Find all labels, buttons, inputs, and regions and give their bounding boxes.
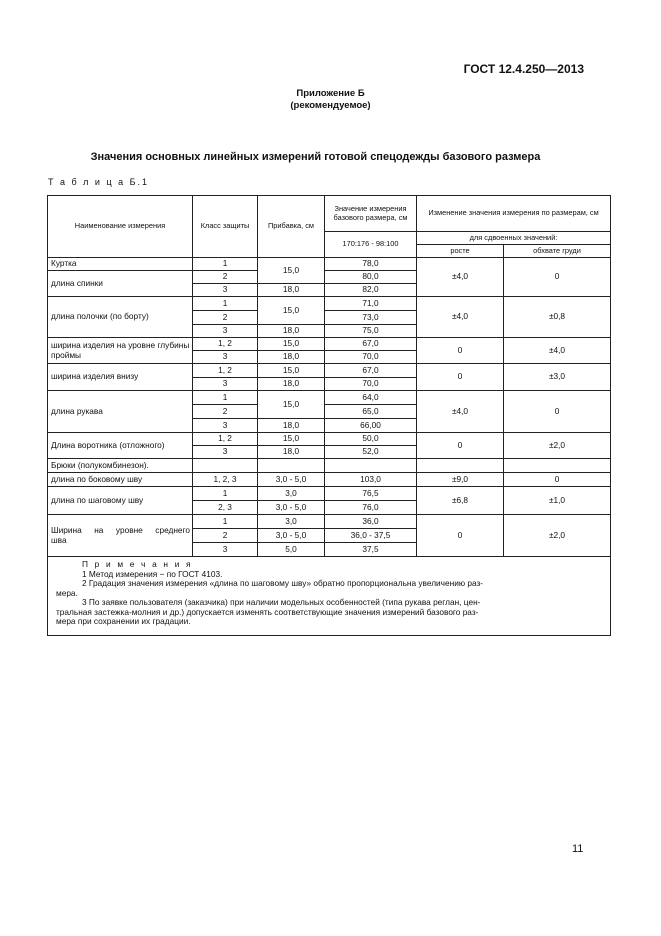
col-allowance-header: Прибавка, см [258, 196, 325, 258]
cell-chest-change: ±2,0 [504, 515, 611, 557]
cell-allowance: 3,0 [258, 515, 325, 529]
cell-allowance: 5,0 [258, 543, 325, 557]
annex-title: Приложение Б [296, 88, 365, 99]
table-row [48, 515, 611, 529]
cell-allowance: 18,0 [258, 325, 325, 338]
cell-class: 1 [193, 258, 258, 271]
col-height-header: росте [417, 245, 504, 258]
cell-class: 1, 2 [193, 433, 258, 446]
cell-class: 3 [193, 325, 258, 338]
cell-value: 71,0 [325, 297, 417, 311]
cell-class: 1, 2, 3 [193, 473, 258, 487]
cell-empty [504, 459, 611, 473]
cell-chest-change: ±1,0 [504, 487, 611, 515]
measurements-table [47, 195, 611, 636]
cell-class: 3 [193, 378, 258, 391]
cell-class: 3 [193, 351, 258, 364]
cell-class: 2, 3 [193, 501, 258, 515]
cell-allowance: 18,0 [258, 419, 325, 433]
table-row [48, 487, 611, 501]
col-base-size-header: 170:176 - 98:100 [325, 232, 417, 258]
cell-measure-name: длина по шаговому шву [48, 487, 193, 515]
note-2-line1: 2 Градация значения измерения «длина по шаговому шву» обратно пропорциональна увеличению раз- [82, 578, 484, 589]
cell-class: 1 [193, 391, 258, 405]
cell-chest-change: 0 [504, 473, 611, 487]
table-row [48, 364, 611, 378]
cell-value: 103,0 [325, 473, 417, 487]
cell-measure-name: Длина воротника (отложного) [48, 433, 193, 459]
cell-value: 67,0 [325, 338, 417, 351]
cell-allowance: 15,0 [258, 258, 325, 284]
cell-empty [325, 459, 417, 473]
col-name-header: Наименование измерения [48, 196, 193, 258]
cell-chest-change: ±2,0 [504, 433, 611, 459]
cell-allowance: 15,0 [258, 364, 325, 378]
cell-class: 1, 2 [193, 364, 258, 378]
cell-chest-change: ±3,0 [504, 364, 611, 391]
cell-empty [417, 459, 504, 473]
cell-allowance: 18,0 [258, 378, 325, 391]
cell-allowance: 3,0 - 5,0 [258, 501, 325, 515]
cell-allowance: 3,0 - 5,0 [258, 529, 325, 543]
col-paired-header: для сдвоенных значений: [417, 232, 611, 245]
table-label: Т а б л и ц а Б.1 [48, 177, 150, 187]
cell-class: 1, 2 [193, 338, 258, 351]
group-label-jacket: Куртка [48, 258, 193, 271]
table-row [48, 473, 611, 487]
cell-value: 37,5 [325, 543, 417, 557]
cell-height-change: 0 [417, 515, 504, 557]
cell-class: 1 [193, 515, 258, 529]
cell-chest-change: 0 [504, 258, 611, 297]
cell-allowance: 15,0 [258, 391, 325, 419]
cell-value: 73,0 [325, 311, 417, 325]
cell-value: 70,0 [325, 378, 417, 391]
cell-value: 50,0 [325, 433, 417, 446]
cell-value: 70,0 [325, 351, 417, 364]
cell-height-change: ±4,0 [417, 258, 504, 297]
header-row [48, 196, 611, 232]
notes-header: П р и м е ч а н и я [82, 559, 193, 569]
group-label-trousers: Брюки (полукомбинезон). [48, 459, 193, 473]
annex-subtitle: (рекомендуемое) [290, 100, 371, 111]
main-title: Значения основных линейных измерений готовой спецодежды базового размера [90, 151, 541, 163]
cell-value: 65,0 [325, 405, 417, 419]
cell-allowance: 15,0 [258, 338, 325, 351]
cell-value: 52,0 [325, 446, 417, 459]
cell-height-change: 0 [417, 364, 504, 391]
cell-empty [258, 459, 325, 473]
cell-height-change: 0 [417, 433, 504, 459]
cell-height-change: 0 [417, 338, 504, 364]
page-number: 11 [572, 843, 584, 855]
cell-class: 3 [193, 543, 258, 557]
note-2-line2: мера. [56, 587, 78, 598]
col-chest-header: обхвате груди [504, 245, 611, 258]
cell-class: 2 [193, 529, 258, 543]
cell-allowance: 15,0 [258, 433, 325, 446]
table-row [48, 297, 611, 311]
notes-row [48, 557, 611, 636]
cell-height-change: ±9,0 [417, 473, 504, 487]
cell-allowance: 15,0 [258, 297, 325, 325]
cell-allowance: 18,0 [258, 446, 325, 459]
table-row [48, 258, 611, 271]
cell-class: 2 [193, 311, 258, 325]
cell-chest-change: ±0,8 [504, 297, 611, 338]
table-row [48, 459, 611, 473]
cell-class: 2 [193, 405, 258, 419]
table-row [48, 338, 611, 351]
cell-value: 67,0 [325, 364, 417, 378]
col-base-value-header: Значение измерения базового размера, см [325, 196, 417, 232]
cell-class: 3 [193, 284, 258, 297]
note-3-line2: тральная застежка-молния и др.) допускается изменять соответствующие значения измерений базового раз- [56, 606, 479, 617]
cell-class: 3 [193, 446, 258, 459]
cell-class: 2 [193, 271, 258, 284]
cell-value: 64,0 [325, 391, 417, 405]
cell-value: 78,0 [325, 258, 417, 271]
cell-value: 36,0 - 37,5 [325, 529, 417, 543]
cell-class: 1 [193, 297, 258, 311]
cell-measure-name: ширина изделия внизу [48, 364, 193, 391]
cell-measure-name: длина по боковому шву [48, 473, 193, 487]
cell-chest-change: ±4,0 [504, 338, 611, 364]
cell-allowance: 18,0 [258, 284, 325, 297]
cell-measure-name: длина рукава [48, 391, 193, 433]
cell-height-change: ±4,0 [417, 297, 504, 338]
cell-value: 36,0 [325, 515, 417, 529]
cell-value: 82,0 [325, 284, 417, 297]
cell-empty [193, 459, 258, 473]
cell-allowance: 3,0 - 5,0 [258, 473, 325, 487]
cell-height-change: ±6,8 [417, 487, 504, 515]
cell-measure-name: длина спинки [48, 271, 193, 297]
seat-name-line1: Ширина на уровне среднего [51, 524, 190, 535]
note-3-line1: 3 По заявке пользователя (заказчика) при наличии модельных особенностей (типа рукава реглан, цен- [82, 597, 481, 608]
cell-value: 66,00 [325, 419, 417, 433]
cell-measure-name [48, 515, 193, 557]
cell-chest-change: 0 [504, 391, 611, 433]
note-3-line3: мера при сохранении их градации. [56, 616, 191, 627]
cell-allowance: 18,0 [258, 351, 325, 364]
cell-class: 1 [193, 487, 258, 501]
note-1: 1 Метод измерения − по ГОСТ 4103. [82, 568, 223, 579]
cell-class: 3 [193, 419, 258, 433]
document-code: ГОСТ 12.4.250—2013 [463, 62, 584, 76]
col-class-header: Класс защиты [193, 196, 258, 258]
cell-value: 76,0 [325, 501, 417, 515]
cell-allowance: 3,0 [258, 487, 325, 501]
notes-cell [48, 557, 611, 636]
cell-measure-name: длина полочки (по борту) [48, 297, 193, 338]
cell-value: 80,0 [325, 271, 417, 284]
table-row [48, 391, 611, 405]
cell-value: 76,5 [325, 487, 417, 501]
seat-name-line2: шва [51, 534, 67, 545]
col-change-header: Изменение значения измерения по размерам, см [417, 196, 611, 232]
table-row [48, 433, 611, 446]
cell-value: 75,0 [325, 325, 417, 338]
cell-measure-name: ширина изделия на уровне глубины проймы [48, 338, 193, 364]
cell-height-change: ±4,0 [417, 391, 504, 433]
